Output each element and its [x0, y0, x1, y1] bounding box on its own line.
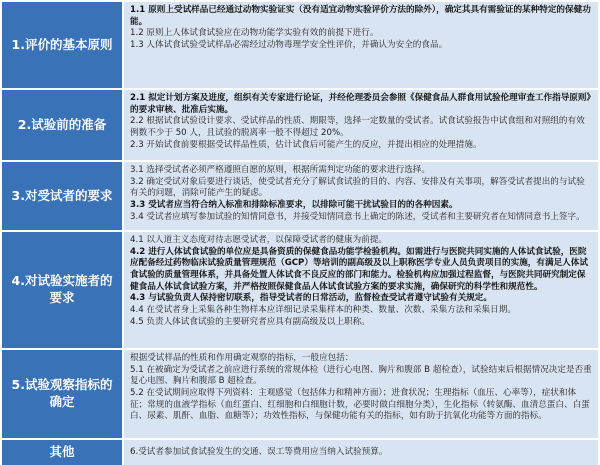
item-4-1: 4.1 以人道主义态度对待志愿受试者，以保障受试者的健康为前提。	[130, 235, 388, 245]
item-1-3: 1.3 人体试食试验受试样品必需经过动物毒理学安全性评价，并确认为安全的食品。	[130, 40, 448, 51]
item-3-3: 3.3 受试者应当符合纳入标准和排除标准要求，以排除可能干扰试验目的的各种因素。	[130, 200, 458, 211]
item-1-2: 1.2 原则上人体试食试验应在动物功能学实验有效的前提下进行。	[130, 28, 379, 39]
row-content-observation-indicators	[124, 350, 598, 438]
item-3-2: 3.2 确定受试对象后要进行谈话，使受试者充分了解试食试验的目的、内容、安排及有关事项，解答受试者提出的与试验有关的问题，消除可能产生的疑虑。	[130, 176, 585, 199]
row-content-subject-requirements	[124, 162, 598, 230]
item-4-3: 4.3 与试验负责人保持密切联系，指导受试者的日常活动，监督检查受试者遵守试验有关规定。	[130, 293, 492, 304]
item-4-5: 4.5 负责人体试食试验的主要研究者应具有副高级及以上职称。	[130, 316, 370, 327]
item-2-2: 2.2 根据试食试验设计要求、受试样品的性质、期限等，选择一定数量的受试者。试食试验报告中试食组和对照组的有效例数不少于 50 人，且试验的脱离率一般不得超过 20%。	[130, 116, 585, 139]
row-label-other: 其他	[2, 440, 122, 465]
row-content-basic-principles	[124, 2, 598, 88]
item-4-4: 4.4 在受试者身上采集各种生物样本应详细记录采集样本的种类、数量、次数、采集方法和采集日期。	[130, 305, 516, 316]
item-1-1: 1.1 原则上受试样品已经通过动物实验证实（没有适宜动物实验评价方法的除外），确定其具有需验证的某种特定的保健功能。	[130, 5, 591, 27]
item-4-2: 4.2 进行人体试食试验的单位应是具备资质的保健食品功能学检验机构。如需进行与医院共同实施的人体试食试验，医院应配备经过药物临床试验质量管理规范（GCP）等培训的副高级及以上职称医学专业人员负责项目的实施，有满足人体试食试验的质量管理体系，并具备处置人体试食不良反应的部门和能力。检验机构应加强过程监督，与医院共同研究制定保健食品人体试食试验方案，并严格按照保健食品人体试食试验方案的要求实施，确保研究的科学性和规范性。	[130, 246, 588, 292]
row-label-implementer-requirements: 4.对试验实施者的要求	[2, 232, 122, 348]
row-label-basic-principles: 1.评价的基本原则	[2, 2, 122, 88]
item-3-4: 3.4 受试者应填写参加试验的知情同意书，并接受知情同意书上确定的陈述，受试者和主要研究者在知情同意书上签字。	[130, 211, 585, 222]
item-2-1: 2.1 拟定计划方案及进度，组织有关专家进行论证，并经伦理委员会参照《保健食品人群食用试验伦理审查工作指导原则》的要求审核、批准后实施。	[130, 93, 591, 115]
row-label-observation-indicators: 5.试验观察指标的确定	[2, 350, 122, 438]
item-5-intro: 根据受试样品的性质和作用确定观察的指标，一般应包括：	[130, 353, 354, 363]
item-5-2: 5.2 在受试期间应取得下列资料：主观感觉（包括体力和精神方面）；进食状况；生理指标（血压、心率等），症状和体征；常规的血液学指标（血红蛋白、红细胞和白细胞计数，必要时做白细胞分类），生化指标（转氨酶、血清总蛋白、白蛋白、尿素、肌酐、血脂、血糖等）；功效性指标，与保健功能有关的指标，如有助于抗氧化功能等方面的指标。	[130, 388, 590, 422]
row-content-preparation	[124, 90, 598, 160]
row-content-other	[124, 440, 598, 465]
item-2-3: 2.3 开始试食前要根据受试样品性质，估计试食后可能产生的反应，并提出相应的处理措施。	[130, 139, 482, 150]
item-5-1: 5.1 在被确定为受试者之前应进行系统的常规体检（进行心电图、胸片和腹部 B 超检查），试验结束后根据情况决定是否重复心电图、胸片和腹部 B 超检查。	[130, 364, 592, 387]
row-content-implementer-requirements	[124, 232, 598, 348]
guideline-table	[2, 2, 598, 460]
item-3-1: 3.1 选择受试者必须严格遵照自愿的原则，根据所需判定功能的要求进行选择。	[130, 165, 430, 175]
item-6: 6.受试者参加试食试验发生的交通、误工等费用应当纳入试验预算。	[130, 446, 388, 457]
row-label-subject-requirements: 3.对受试者的要求	[2, 162, 122, 230]
row-label-preparation: 2.试验前的准备	[2, 90, 122, 160]
